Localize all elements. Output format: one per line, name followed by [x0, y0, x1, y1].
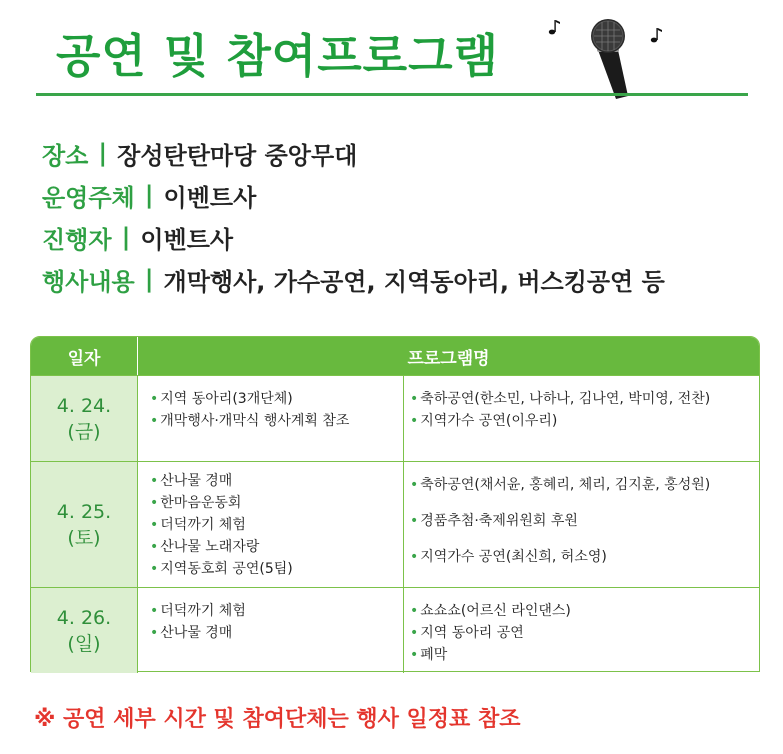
bullet: •: [410, 625, 419, 641]
item-text: 지역가수 공연(이우리): [420, 413, 558, 429]
program-cell-right: [404, 462, 759, 587]
info-separator: |: [144, 181, 154, 209]
bullet: •: [410, 549, 419, 565]
list-item: [410, 622, 759, 644]
footnote: ※ 공연 세부 시간 및 참여단체는 행사 일정표 참조: [34, 707, 521, 732]
weekday-text: (토): [67, 526, 101, 549]
list-item: [410, 410, 759, 432]
bullet: •: [150, 495, 159, 511]
list-item: [150, 558, 403, 580]
list-item: [150, 536, 403, 558]
info-row-contents: [42, 258, 742, 300]
bullet: •: [410, 413, 419, 429]
bullet: •: [150, 539, 159, 555]
bullet: •: [150, 603, 159, 619]
bullet: •: [150, 413, 159, 429]
info-value: 이벤트사: [163, 183, 257, 212]
program-cell-left: [138, 462, 404, 587]
weekday-text: (금): [67, 420, 101, 443]
bullet: •: [150, 561, 159, 577]
item-text: 쇼쇼쇼(어르신 라인댄스): [420, 603, 571, 619]
item-text: 더덕까기 체험: [160, 517, 246, 533]
item-text: 축하공연(한소민, 나하나, 김나연, 박미영, 전찬): [420, 391, 711, 407]
list-item: [410, 644, 759, 666]
date-cell: [31, 376, 138, 461]
list-item: [150, 514, 403, 536]
bullet: •: [150, 625, 159, 641]
program-cell-right: [404, 376, 759, 461]
bullet: •: [410, 477, 419, 493]
info-label: 진행자: [42, 225, 112, 254]
list-item: [410, 600, 759, 622]
page-title: 공연 및 참여프로그램: [56, 29, 499, 83]
list-item: [150, 470, 403, 492]
list-item: [150, 492, 403, 514]
date-text: 4. 26.: [56, 606, 112, 629]
date-cell: [31, 588, 138, 673]
event-info: [42, 132, 742, 300]
program-cell-left: [138, 376, 404, 461]
bullet: •: [150, 391, 159, 407]
item-text: 산나물 노래자랑: [160, 539, 260, 555]
info-label: 운영주체: [42, 183, 135, 212]
program-table: [30, 336, 760, 672]
table-row: [31, 461, 759, 587]
bullet: •: [150, 473, 159, 489]
list-item: [410, 474, 759, 496]
list-item: [410, 546, 759, 568]
item-text: 지역가수 공연(최신희, 허소영): [420, 549, 607, 565]
date-text: 4. 25.: [56, 500, 112, 523]
bullet: •: [410, 647, 419, 663]
info-label: 행사내용: [42, 267, 135, 296]
item-text: 한마음운동회: [160, 495, 242, 511]
list-item: [150, 600, 403, 622]
item-text: 축하공연(채서윤, 홍혜리, 체리, 김지훈, 홍성원): [420, 477, 711, 493]
date-cell: [31, 462, 138, 587]
info-row-venue: [42, 132, 742, 174]
bullet: •: [410, 391, 419, 407]
bullet: •: [410, 603, 419, 619]
item-text: 경품추첨·축제위원회 후원: [420, 513, 578, 529]
item-text: 산나물 경매: [160, 473, 233, 489]
list-item: [150, 388, 403, 410]
item-text: 폐막: [420, 647, 448, 663]
list-item: [410, 388, 759, 410]
item-text: 지역동호회 공연(5팀): [160, 561, 293, 577]
list-item: [150, 622, 403, 644]
table-row: [31, 375, 759, 461]
microphone-icon: [546, 16, 676, 100]
program-cell-left: [138, 588, 404, 673]
info-separator: |: [98, 139, 108, 167]
info-separator: |: [144, 265, 154, 293]
item-text: 개막행사·개막식 행사계획 참조: [160, 413, 350, 429]
title-area: [56, 16, 756, 96]
table-row: [31, 587, 759, 673]
info-value: 개막행사, 가수공연, 지역동아리, 버스킹공연 등: [163, 267, 665, 296]
item-text: 더덕까기 체험: [160, 603, 246, 619]
info-label: 장소: [42, 141, 89, 170]
info-row-host: [42, 216, 742, 258]
item-text: 산나물 경매: [160, 625, 233, 641]
list-item: [150, 410, 403, 432]
item-text: 지역 동아리(3개단체): [160, 391, 293, 407]
program-cell-right: [404, 588, 759, 673]
info-value: 장성탄탄마당 중앙무대: [117, 141, 358, 170]
table-header: [31, 337, 759, 375]
bullet: •: [410, 513, 419, 529]
date-text: 4. 24.: [56, 394, 112, 417]
info-value: 이벤트사: [140, 225, 234, 254]
list-item: [410, 510, 759, 532]
info-separator: |: [121, 223, 131, 251]
info-row-operator: [42, 174, 742, 216]
bullet: •: [150, 517, 159, 533]
title-divider: [36, 93, 748, 96]
header-program: 프로그램명: [407, 348, 490, 369]
header-date: 일자: [31, 337, 138, 375]
weekday-text: (일): [67, 632, 101, 655]
item-text: 지역 동아리 공연: [420, 625, 524, 641]
